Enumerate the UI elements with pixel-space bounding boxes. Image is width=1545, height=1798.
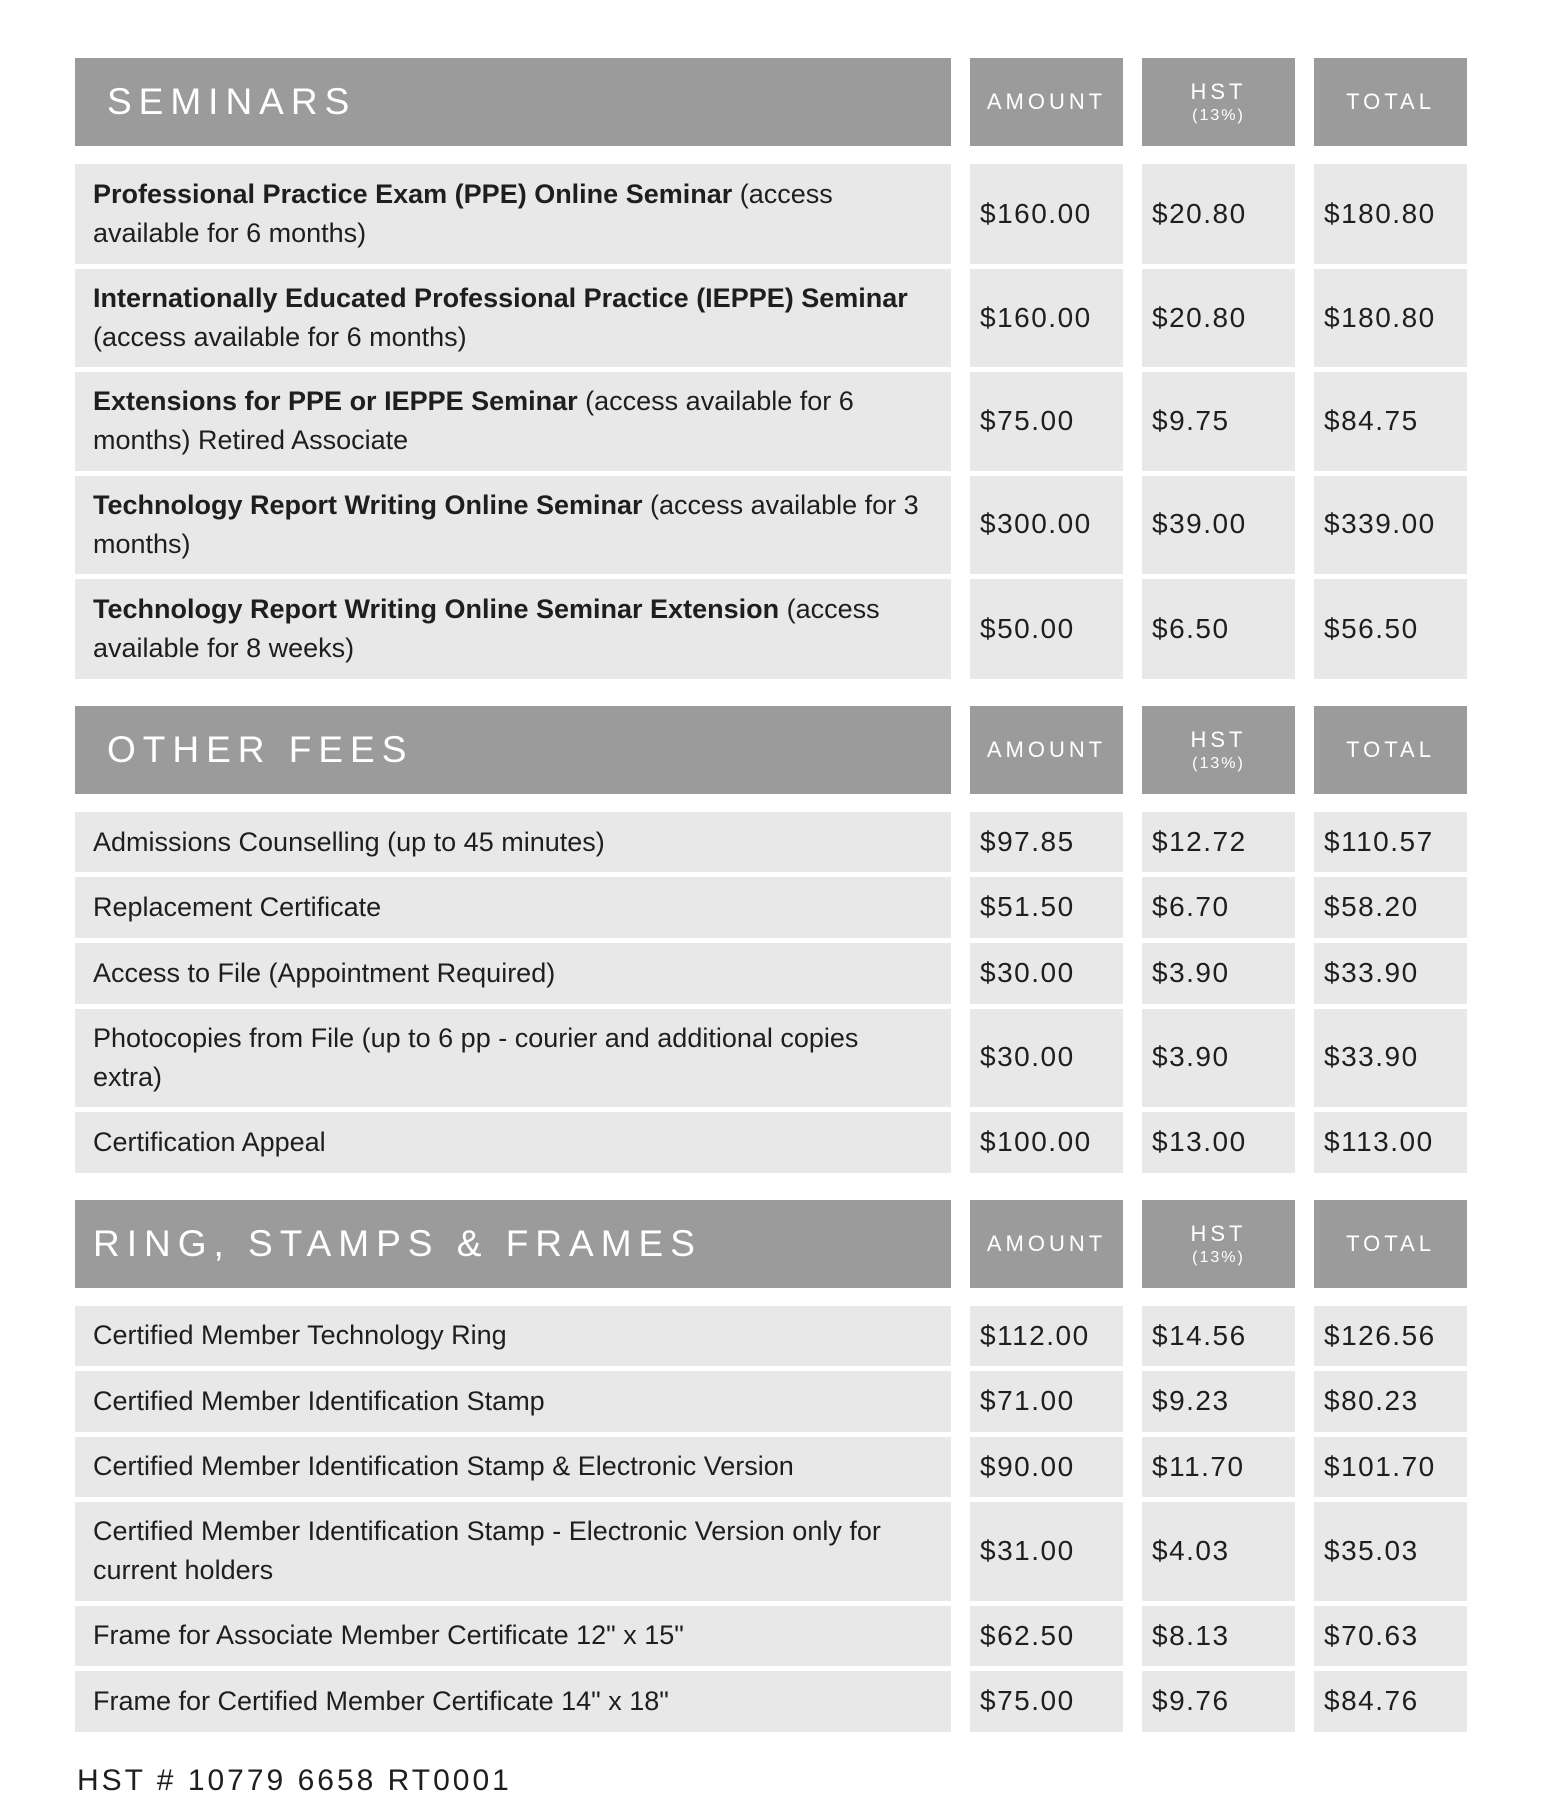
ring-stamps-frames-section xyxy=(75,1200,1473,1732)
item-total: $84.76 xyxy=(1314,1671,1467,1732)
item-description: Certification Appeal xyxy=(75,1112,951,1173)
item-total: $101.70 xyxy=(1314,1437,1467,1498)
item-description: Technology Report Writing Online Seminar Extension (access available for 8 weeks) xyxy=(75,579,951,679)
table-row xyxy=(75,1306,1473,1367)
item-hst: $6.50 xyxy=(1142,579,1295,679)
item-description: Frame for Associate Member Certificate 12" x 15" xyxy=(75,1606,951,1667)
item-description: Access to File (Appointment Required) xyxy=(75,943,951,1004)
table-row xyxy=(75,1009,1473,1107)
item-total: $58.20 xyxy=(1314,877,1467,938)
item-amount: $51.50 xyxy=(970,877,1123,938)
item-description: Replacement Certificate xyxy=(75,877,951,938)
table-row xyxy=(75,372,1473,470)
amount-column-header: AMOUNT xyxy=(970,706,1123,794)
item-hst: $8.13 xyxy=(1142,1606,1295,1667)
table-row xyxy=(75,269,1473,367)
item-amount: $97.85 xyxy=(970,812,1123,873)
total-column-header: TOTAL xyxy=(1314,1200,1467,1288)
item-description: Internationally Educated Professional Practice (IEPPE) Seminar (access available for 6 months) xyxy=(75,269,951,367)
table-row xyxy=(75,579,1473,679)
item-description: Certified Member Identification Stamp xyxy=(75,1371,951,1432)
item-hst: $12.72 xyxy=(1142,812,1295,873)
item-hst: $9.76 xyxy=(1142,1671,1295,1732)
item-description: Frame for Certified Member Certificate 14" x 18" xyxy=(75,1671,951,1732)
item-amount: $30.00 xyxy=(970,1009,1123,1107)
table-row xyxy=(75,1371,1473,1432)
hst-column-header: HST (13%) xyxy=(1142,1200,1295,1288)
item-hst: $11.70 xyxy=(1142,1437,1295,1498)
item-hst: $4.03 xyxy=(1142,1502,1295,1600)
table-row xyxy=(75,812,1473,873)
table-row xyxy=(75,877,1473,938)
item-description: Certified Member Technology Ring xyxy=(75,1306,951,1367)
table-row xyxy=(75,164,1473,264)
total-column-header: TOTAL xyxy=(1314,58,1467,146)
item-amount: $30.00 xyxy=(970,943,1123,1004)
item-amount: $112.00 xyxy=(970,1306,1123,1367)
item-amount: $75.00 xyxy=(970,372,1123,470)
section-title: OTHER FEES xyxy=(75,706,951,794)
table-row xyxy=(75,1112,1473,1173)
item-hst: $20.80 xyxy=(1142,269,1295,367)
item-hst: $39.00 xyxy=(1142,476,1295,574)
item-total: $35.03 xyxy=(1314,1502,1467,1600)
item-hst: $3.90 xyxy=(1142,943,1295,1004)
item-total: $56.50 xyxy=(1314,579,1467,679)
hst-column-header: HST (13%) xyxy=(1142,706,1295,794)
item-total: $126.56 xyxy=(1314,1306,1467,1367)
item-total: $110.57 xyxy=(1314,812,1467,873)
item-amount: $90.00 xyxy=(970,1437,1123,1498)
item-description: Certified Member Identification Stamp & Electronic Version xyxy=(75,1437,951,1498)
item-total: $113.00 xyxy=(1314,1112,1467,1173)
table-row xyxy=(75,476,1473,574)
item-amount: $100.00 xyxy=(970,1112,1123,1173)
section-title: RING, STAMPS & FRAMES xyxy=(75,1200,951,1288)
item-amount: $31.00 xyxy=(970,1502,1123,1600)
seminars-header-row xyxy=(75,58,1473,146)
item-amount: $300.00 xyxy=(970,476,1123,574)
amount-column-header: AMOUNT xyxy=(970,58,1123,146)
table-row xyxy=(75,1502,1473,1600)
item-total: $80.23 xyxy=(1314,1371,1467,1432)
hst-column-header: HST (13%) xyxy=(1142,58,1295,146)
item-total: $33.90 xyxy=(1314,1009,1467,1107)
item-hst: $14.56 xyxy=(1142,1306,1295,1367)
item-hst: $9.75 xyxy=(1142,372,1295,470)
item-total: $339.00 xyxy=(1314,476,1467,574)
item-description: Extensions for PPE or IEPPE Seminar (access available for 6 months) Retired Associate xyxy=(75,372,951,470)
item-description: Certified Member Identification Stamp - Electronic Version only for current holders xyxy=(75,1502,951,1600)
item-amount: $50.00 xyxy=(970,579,1123,679)
table-row xyxy=(75,1606,1473,1667)
item-amount: $75.00 xyxy=(970,1671,1123,1732)
total-column-header: TOTAL xyxy=(1314,706,1467,794)
other-fees-header-row xyxy=(75,706,1473,794)
item-total: $84.75 xyxy=(1314,372,1467,470)
table-row xyxy=(75,1671,1473,1732)
item-amount: $71.00 xyxy=(970,1371,1123,1432)
hst-registration-number: HST # 10779 6658 RT0001 xyxy=(77,1763,512,1797)
item-hst: $3.90 xyxy=(1142,1009,1295,1107)
item-description: Admissions Counselling (up to 45 minutes) xyxy=(75,812,951,873)
item-hst: $20.80 xyxy=(1142,164,1295,264)
item-hst: $13.00 xyxy=(1142,1112,1295,1173)
amount-column-header: AMOUNT xyxy=(970,1200,1123,1288)
item-amount: $160.00 xyxy=(970,269,1123,367)
item-total: $70.63 xyxy=(1314,1606,1467,1667)
item-hst: $9.23 xyxy=(1142,1371,1295,1432)
ring-stamps-frames-header-row xyxy=(75,1200,1473,1288)
item-description: Photocopies from File (up to 6 pp - courier and additional copies extra) xyxy=(75,1009,951,1107)
item-hst: $6.70 xyxy=(1142,877,1295,938)
section-title: SEMINARS xyxy=(75,58,951,146)
item-amount: $62.50 xyxy=(970,1606,1123,1667)
table-row xyxy=(75,1437,1473,1498)
fee-schedule xyxy=(75,58,1473,1798)
item-total: $33.90 xyxy=(1314,943,1467,1004)
other-fees-section xyxy=(75,706,1473,1173)
item-amount: $160.00 xyxy=(970,164,1123,264)
table-row xyxy=(75,943,1473,1004)
item-total: $180.80 xyxy=(1314,164,1467,264)
item-total: $180.80 xyxy=(1314,269,1467,367)
item-description: Technology Report Writing Online Seminar (access available for 3 months) xyxy=(75,476,951,574)
item-description: Professional Practice Exam (PPE) Online Seminar (access available for 6 months) xyxy=(75,164,951,264)
seminars-section xyxy=(75,58,1473,679)
